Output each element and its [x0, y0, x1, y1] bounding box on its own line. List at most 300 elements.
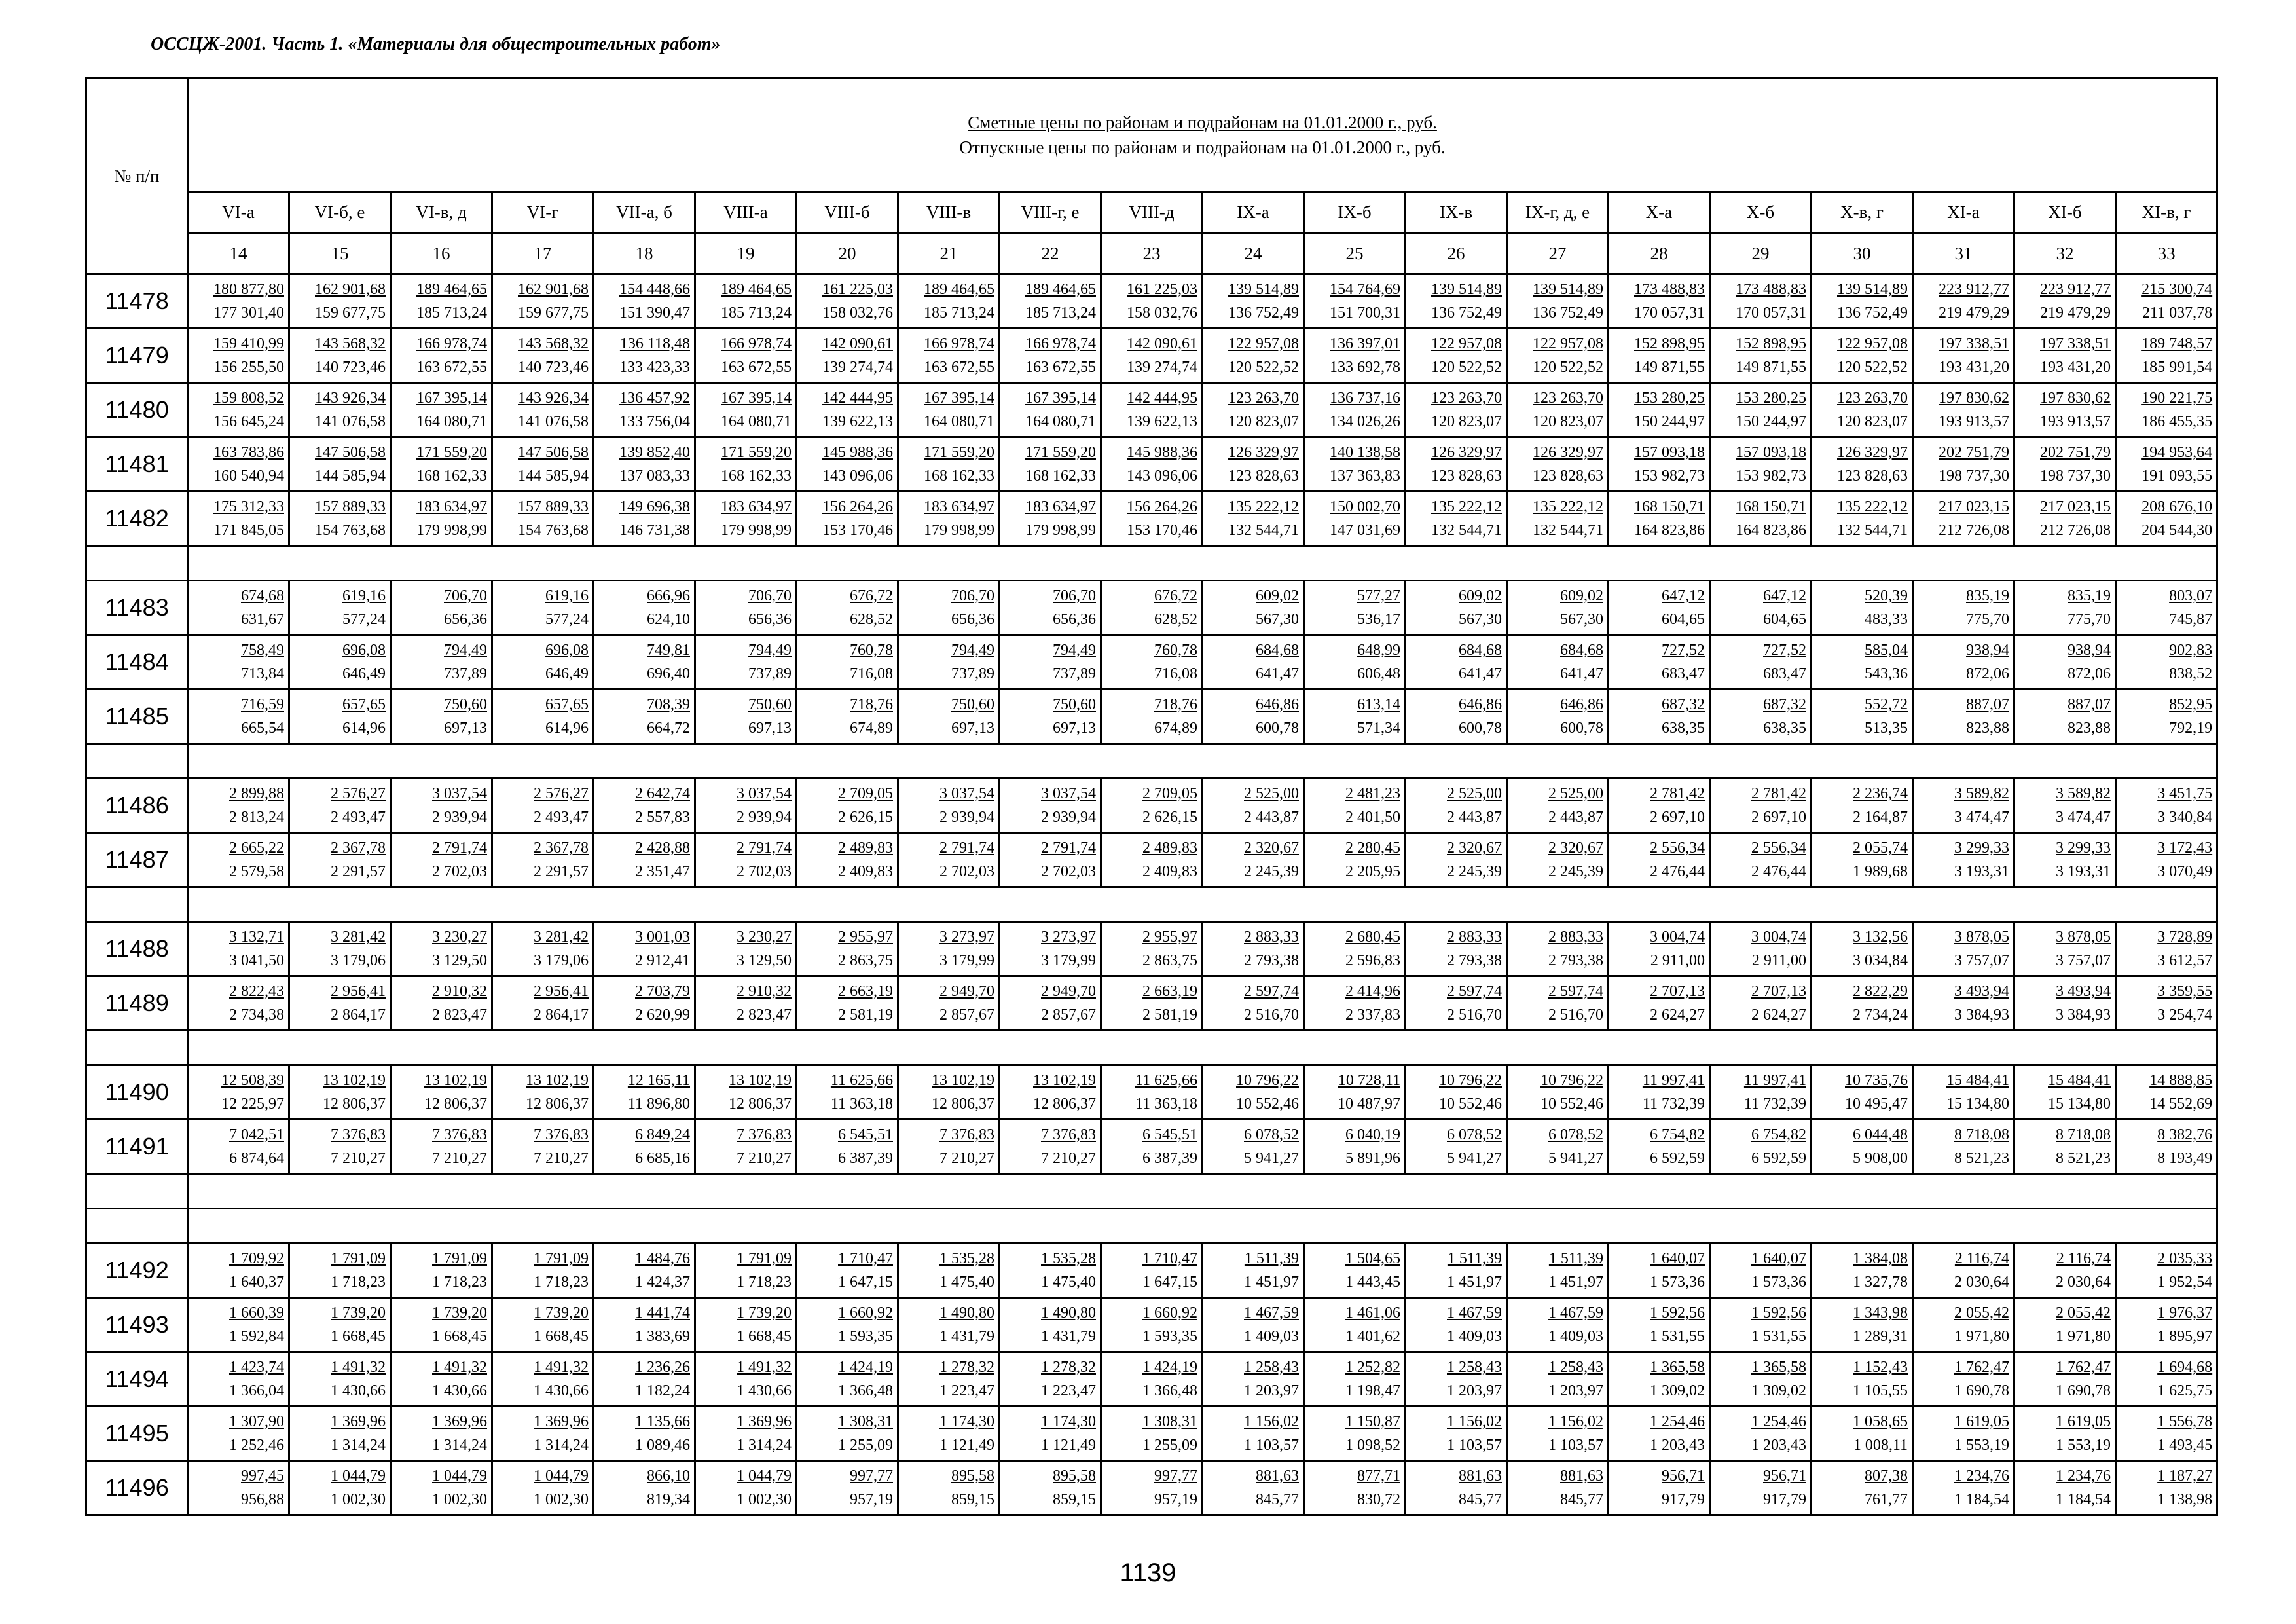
- release-price: 1 383,69: [635, 1328, 690, 1345]
- estimate-price: 13 102,19: [323, 1072, 386, 1089]
- price-cell: [2014, 1065, 2116, 1120]
- estimate-price: 1 791,09: [737, 1250, 792, 1267]
- estimate-price: 190 221,75: [2141, 390, 2213, 407]
- release-price: 5 908,00: [1853, 1150, 1908, 1167]
- estimate-price: 183 634,97: [721, 498, 792, 515]
- price-cell: [594, 833, 695, 887]
- estimate-price: 750,60: [748, 696, 792, 713]
- estimate-price: 1 258,43: [1447, 1359, 1502, 1376]
- region-column-header: VIII-а: [695, 192, 797, 233]
- release-price: 577,24: [545, 611, 589, 628]
- estimate-price: 183 634,97: [924, 498, 994, 515]
- price-cell: [188, 922, 289, 976]
- estimate-price: 902,83: [2169, 642, 2213, 659]
- price-cell: [1203, 329, 1304, 383]
- estimate-price: 1 278,32: [1041, 1359, 1096, 1376]
- release-price: 11 896,80: [627, 1096, 690, 1113]
- estimate-price: 684,68: [1459, 642, 1502, 659]
- price-cell: [1203, 1461, 1304, 1515]
- price-cell: [1304, 1461, 1406, 1515]
- release-price: 151 390,47: [619, 304, 690, 322]
- release-price: 2 030,64: [1954, 1274, 2009, 1291]
- price-cell: [1304, 1120, 1406, 1174]
- price-cell: [1812, 690, 1913, 744]
- release-price: 2 557,83: [635, 809, 690, 826]
- release-price: 153 170,46: [822, 522, 893, 539]
- estimate-price: 123 263,70: [1837, 390, 1908, 407]
- release-price: 2 291,57: [331, 863, 386, 880]
- price-cell: [1406, 1352, 1507, 1407]
- release-price: 159 677,75: [518, 304, 589, 322]
- release-price: 674,89: [850, 720, 893, 737]
- price-cell: [492, 581, 594, 635]
- release-price: 120 522,52: [1837, 359, 1908, 376]
- price-cell: [1812, 1352, 1913, 1407]
- release-price: 123 828,63: [1837, 468, 1908, 485]
- release-price: 567,30: [1560, 611, 1603, 628]
- release-price: 15 134,80: [1946, 1096, 2009, 1113]
- estimate-price: 163 783,86: [213, 444, 284, 461]
- estimate-price: 1 258,43: [1244, 1359, 1299, 1376]
- release-price: 12 806,37: [1033, 1096, 1096, 1113]
- release-price: 3 757,07: [1954, 952, 2009, 969]
- price-cell: [1304, 329, 1406, 383]
- release-price: 150 244,97: [1634, 413, 1705, 430]
- estimate-price: 3 878,05: [1954, 929, 2009, 946]
- release-price: 1 314,24: [432, 1437, 487, 1454]
- release-price: 536,17: [1357, 611, 1400, 628]
- estimate-price: 646,86: [1459, 696, 1502, 713]
- release-price: 2 863,75: [838, 952, 893, 969]
- price-cell: [492, 833, 594, 887]
- release-price: 2 516,70: [1447, 1006, 1502, 1024]
- release-price: 775,70: [1966, 611, 2009, 628]
- release-price: 139 622,13: [822, 413, 893, 430]
- price-cell: [1812, 833, 1913, 887]
- price-cell: [2014, 1244, 2116, 1298]
- release-price: 1 573,36: [1650, 1274, 1705, 1291]
- estimate-price: 1 365,58: [1751, 1359, 1806, 1376]
- release-price: 120 522,52: [1533, 359, 1603, 376]
- estimate-price: 1 156,02: [1447, 1413, 1502, 1430]
- price-cell: [2014, 1352, 2116, 1407]
- price-cell: [1000, 833, 1101, 887]
- estimate-price: 11 997,41: [1642, 1072, 1705, 1089]
- estimate-price: 156 264,26: [1127, 498, 1197, 515]
- price-cell: [1203, 833, 1304, 887]
- release-price: 10 552,46: [1236, 1096, 1299, 1113]
- estimate-price: 157 889,33: [518, 498, 589, 515]
- estimate-price: 956,71: [1662, 1467, 1705, 1485]
- release-price: 2 409,83: [838, 863, 893, 880]
- release-price: 160 540,94: [213, 468, 284, 485]
- estimate-price: 1 278,32: [939, 1359, 994, 1376]
- estimate-price: 10 728,11: [1338, 1072, 1400, 1089]
- estimate-price: 2 709,05: [1142, 785, 1197, 802]
- release-price: 1 989,68: [1853, 863, 1908, 880]
- price-cell: [1304, 1244, 1406, 1298]
- estimate-price: 3 589,82: [2056, 785, 2111, 802]
- price-cell: [391, 922, 492, 976]
- release-price: 656,36: [748, 611, 792, 628]
- release-price: 153 982,73: [1634, 468, 1705, 485]
- estimate-price: 143 926,34: [518, 390, 589, 407]
- price-cell: [1507, 922, 1609, 976]
- estimate-price: 6 078,52: [1447, 1126, 1502, 1143]
- price-cell: [898, 1120, 1000, 1174]
- release-price: 6 387,39: [1142, 1150, 1197, 1167]
- estimate-price: 1 484,76: [635, 1250, 690, 1267]
- release-price: 164 080,71: [1025, 413, 1096, 430]
- release-price: 1 138,98: [2157, 1491, 2213, 1508]
- price-cell: [289, 1298, 391, 1352]
- price-cell: [1203, 635, 1304, 690]
- release-price: 6 592,59: [1650, 1150, 1705, 1167]
- estimate-price: 684,68: [1256, 642, 1299, 659]
- estimate-price: 1 535,28: [939, 1250, 994, 1267]
- price-cell: [188, 976, 289, 1031]
- estimate-price: 162 901,68: [518, 281, 589, 298]
- price-cell: [898, 779, 1000, 833]
- price-cell: [1000, 1407, 1101, 1461]
- estimate-price: 750,60: [951, 696, 994, 713]
- release-price: 185 713,24: [721, 304, 792, 322]
- estimate-price: 189 464,65: [924, 281, 994, 298]
- price-cell: [2014, 1298, 2116, 1352]
- release-price: 1 121,49: [1041, 1437, 1096, 1454]
- price-cell: [1406, 690, 1507, 744]
- release-price: 1 409,03: [1244, 1328, 1299, 1345]
- price-cell: [1812, 437, 1913, 492]
- price-cell: [1304, 1407, 1406, 1461]
- estimate-price: 1 234,76: [1954, 1467, 2009, 1485]
- price-cell: [695, 1407, 797, 1461]
- release-price: 1 690,78: [2056, 1382, 2111, 1399]
- price-cell: [898, 690, 1000, 744]
- estimate-price: 2 680,45: [1345, 929, 1400, 946]
- estimate-price: 171 559,20: [1025, 444, 1096, 461]
- price-cell: [695, 976, 797, 1031]
- spacer-cell: [86, 1031, 188, 1065]
- estimate-price: 142 090,61: [822, 335, 893, 352]
- release-price: 2 245,39: [1447, 863, 1502, 880]
- price-cell: [2116, 1065, 2217, 1120]
- estimate-price: 1 791,09: [432, 1250, 487, 1267]
- price-cell: [1304, 383, 1406, 437]
- price-cell: [1304, 833, 1406, 887]
- price-cell: [2014, 922, 2116, 976]
- price-cell: [1406, 1065, 1507, 1120]
- price-cell: [1609, 779, 1710, 833]
- price-cell: [1913, 1120, 2014, 1174]
- estimate-price: 760,78: [1154, 642, 1197, 659]
- estimate-price: 706,70: [1053, 587, 1096, 604]
- price-cell: [1913, 274, 2014, 329]
- price-cell: [594, 1461, 695, 1515]
- price-cell: [898, 1407, 1000, 1461]
- release-price: 2 939,94: [1041, 809, 1096, 826]
- price-cell: [391, 492, 492, 546]
- price-cell: [695, 383, 797, 437]
- price-cell: [1609, 635, 1710, 690]
- estimate-price: 152 898,95: [1634, 335, 1705, 352]
- release-price: 1 184,54: [1954, 1491, 2009, 1508]
- release-price: 179 998,99: [924, 522, 994, 539]
- table-row: [86, 329, 2217, 383]
- estimate-price: 135 222,12: [1837, 498, 1908, 515]
- release-price: 2 337,83: [1345, 1006, 1400, 1024]
- estimate-price: 1 258,43: [1548, 1359, 1603, 1376]
- release-price: 683,47: [1763, 665, 1806, 682]
- estimate-price: 2 576,27: [534, 785, 589, 802]
- release-price: 656,36: [951, 611, 994, 628]
- release-price: 2 939,94: [939, 809, 994, 826]
- release-price: 845,77: [1459, 1491, 1502, 1508]
- page-header: ОССЦЖ-2001. Часть 1. «Материалы для общестроительных работ»: [151, 34, 721, 54]
- release-price: 1 531,55: [1751, 1328, 1806, 1345]
- release-price: 628,52: [1154, 611, 1197, 628]
- price-cell: [2014, 383, 2116, 437]
- estimate-price: 197 830,62: [2040, 390, 2111, 407]
- release-price: 674,89: [1154, 720, 1197, 737]
- estimate-price: 1 135,66: [635, 1413, 690, 1430]
- release-price: 2 245,39: [1548, 863, 1603, 880]
- release-price: 1 424,37: [635, 1274, 690, 1291]
- release-price: 2 823,47: [737, 1006, 792, 1024]
- estimate-price: 1 441,74: [635, 1304, 690, 1321]
- estimate-price: 1 762,47: [2056, 1359, 2111, 1376]
- release-price: 2 493,47: [534, 809, 589, 826]
- release-price: 2 734,38: [229, 1006, 284, 1024]
- estimate-price: 145 988,36: [822, 444, 893, 461]
- estimate-price: 794,49: [444, 642, 487, 659]
- release-price: 123 828,63: [1431, 468, 1502, 485]
- release-price: 697,13: [748, 720, 792, 737]
- release-price: 638,35: [1763, 720, 1806, 737]
- estimate-price: 126 329,97: [1837, 444, 1908, 461]
- price-cell: [1710, 383, 1812, 437]
- estimate-price: 8 718,08: [1954, 1126, 2009, 1143]
- release-price: 2 702,03: [939, 863, 994, 880]
- estimate-price: 183 634,97: [416, 498, 487, 515]
- price-cell: [1812, 329, 1913, 383]
- estimate-price: 180 877,80: [213, 281, 284, 298]
- estimate-price: 15 484,41: [1946, 1072, 2009, 1089]
- price-cell: [695, 1461, 797, 1515]
- release-price: 638,35: [1662, 720, 1705, 737]
- release-price: 168 162,33: [1025, 468, 1096, 485]
- release-price: 177 301,40: [213, 304, 284, 322]
- price-cell: [1000, 274, 1101, 329]
- price-cell: [1203, 1120, 1304, 1174]
- price-cell: [1507, 581, 1609, 635]
- price-cell: [2014, 581, 2116, 635]
- estimate-price: 1 044,79: [331, 1467, 386, 1485]
- estimate-price: 2 525,00: [1447, 785, 1502, 802]
- estimate-price: 3 299,33: [2056, 840, 2111, 857]
- price-cell: [289, 779, 391, 833]
- estimate-price: 718,76: [850, 696, 893, 713]
- price-cell: [289, 635, 391, 690]
- price-cell: [1000, 329, 1101, 383]
- price-cell: [797, 976, 898, 1031]
- estimate-price: 136 457,92: [619, 390, 690, 407]
- estimate-price: 6 754,82: [1751, 1126, 1806, 1143]
- release-price: 2 351,47: [635, 863, 690, 880]
- price-cell: [2014, 1461, 2116, 1515]
- estimate-price: 8 718,08: [2056, 1126, 2111, 1143]
- estimate-price: 727,52: [1662, 642, 1705, 659]
- release-price: 1 002,30: [432, 1491, 487, 1508]
- spacer-cell: [86, 546, 188, 581]
- estimate-price: 676,72: [1154, 587, 1197, 604]
- estimate-price: 2 320,67: [1548, 840, 1603, 857]
- release-price: 2 857,67: [939, 1006, 994, 1024]
- release-price: 185 713,24: [924, 304, 994, 322]
- estimate-price: 123 263,70: [1533, 390, 1603, 407]
- price-cell: [1507, 1461, 1609, 1515]
- price-cell: [1507, 437, 1609, 492]
- estimate-price: 2 883,33: [1447, 929, 1502, 946]
- spacer-cell: [86, 887, 188, 922]
- release-price: 120 823,07: [1228, 413, 1299, 430]
- release-price: 2 476,44: [1650, 863, 1705, 880]
- release-price: 156 255,50: [213, 359, 284, 376]
- price-cell: [1304, 1298, 1406, 1352]
- release-price: 149 871,55: [1634, 359, 1705, 376]
- release-price: 571,34: [1357, 720, 1400, 737]
- price-cell: [695, 1298, 797, 1352]
- release-price: 1 475,40: [1041, 1274, 1096, 1291]
- price-cell: [1812, 1120, 1913, 1174]
- estimate-price: 2 556,34: [1650, 840, 1705, 857]
- release-price: 656,36: [1053, 611, 1096, 628]
- price-cell: [1710, 437, 1812, 492]
- release-price: 3 340,84: [2157, 809, 2213, 826]
- estimate-price: 2 481,23: [1345, 785, 1400, 802]
- estimate-price: 2 910,32: [737, 983, 792, 1000]
- table-row: [86, 1298, 2217, 1352]
- price-cell: [594, 976, 695, 1031]
- release-price: 11 363,18: [830, 1096, 893, 1113]
- price-cell: [1304, 1352, 1406, 1407]
- estimate-price: 3 451,75: [2157, 785, 2213, 802]
- estimate-price: 938,94: [2068, 642, 2111, 659]
- price-cell: [492, 1407, 594, 1461]
- estimate-price: 161 225,03: [1127, 281, 1197, 298]
- column-number: 17: [492, 233, 594, 274]
- estimate-price: 1 058,65: [1853, 1413, 1908, 1430]
- estimate-price: 2 055,42: [1954, 1304, 2009, 1321]
- price-cell: [1000, 581, 1101, 635]
- release-price: 163 672,55: [416, 359, 487, 376]
- price-cell: [1203, 1244, 1304, 1298]
- release-price: 120 522,52: [1228, 359, 1299, 376]
- release-price: 3 384,93: [1954, 1006, 2009, 1024]
- row-id: 11478: [86, 274, 188, 329]
- price-cell: [391, 779, 492, 833]
- release-price: 198 737,30: [2040, 468, 2111, 485]
- release-price: 2 702,03: [737, 863, 792, 880]
- estimate-price: 122 957,08: [1228, 335, 1299, 352]
- spacer-cell: [86, 1209, 188, 1244]
- estimate-price: 1 044,79: [432, 1467, 487, 1485]
- estimate-price: 8 382,76: [2157, 1126, 2213, 1143]
- estimate-price: 136 397,01: [1330, 335, 1400, 352]
- release-price: 1 895,97: [2157, 1328, 2213, 1345]
- price-cell: [1812, 922, 1913, 976]
- row-id: 11496: [86, 1461, 188, 1515]
- estimate-price: 1 187,27: [2157, 1467, 2213, 1485]
- estimate-price: 2 597,74: [1244, 983, 1299, 1000]
- release-price: 1 409,03: [1548, 1328, 1603, 1345]
- estimate-price: 895,58: [951, 1467, 994, 1485]
- estimate-price: 10 796,22: [1439, 1072, 1502, 1089]
- release-price: 513,35: [1865, 720, 1908, 737]
- estimate-price: 126 329,97: [1533, 444, 1603, 461]
- price-cell: [1000, 1298, 1101, 1352]
- estimate-price: 12 165,11: [627, 1072, 690, 1089]
- release-price: 1 718,23: [331, 1274, 386, 1291]
- price-cell: [1101, 1407, 1203, 1461]
- price-cell: [695, 1244, 797, 1298]
- region-column-header: VIII-г, е: [1000, 192, 1101, 233]
- estimate-price: 1 308,31: [838, 1413, 893, 1430]
- price-cell: [1000, 1120, 1101, 1174]
- estimate-price: 7 042,51: [229, 1126, 284, 1143]
- estimate-price: 2 642,74: [635, 785, 690, 802]
- estimate-price: 687,32: [1662, 696, 1705, 713]
- estimate-price: 173 488,83: [1736, 281, 1806, 298]
- release-price: 646,49: [342, 665, 386, 682]
- estimate-price: 852,95: [2169, 696, 2213, 713]
- release-price: 132 544,71: [1431, 522, 1502, 539]
- release-price: 1 314,24: [534, 1437, 589, 1454]
- estimate-price: 1 592,56: [1751, 1304, 1806, 1321]
- release-price: 664,72: [647, 720, 690, 737]
- release-price: 792,19: [2169, 720, 2213, 737]
- price-cell: [289, 976, 391, 1031]
- price-cell: [594, 1298, 695, 1352]
- estimate-price: 2 703,79: [635, 983, 690, 1000]
- page-number: 1139: [1120, 1559, 1176, 1587]
- price-cell: [1203, 1298, 1304, 1352]
- price-cell: [898, 1298, 1000, 1352]
- estimate-price: 696,08: [545, 642, 589, 659]
- price-cell: [1406, 922, 1507, 976]
- price-cell: [492, 635, 594, 690]
- price-cell: [1406, 976, 1507, 1031]
- estimate-price: 1 710,47: [838, 1250, 893, 1267]
- estimate-price: 194 953,64: [2141, 444, 2213, 461]
- release-price: 136 752,49: [1228, 304, 1299, 322]
- row-id: 11491: [86, 1120, 188, 1174]
- release-price: 697,13: [1053, 720, 1096, 737]
- release-price: 631,67: [241, 611, 284, 628]
- price-cell: [695, 1120, 797, 1174]
- release-price: 656,36: [444, 611, 487, 628]
- release-price: 2 030,64: [2056, 1274, 2111, 1291]
- release-price: 179 998,99: [416, 522, 487, 539]
- column-number: 15: [289, 233, 391, 274]
- estimate-price: 1 236,26: [635, 1359, 690, 1376]
- column-number: 21: [898, 233, 1000, 274]
- release-price: 198 737,30: [1939, 468, 2009, 485]
- release-price: 1 103,57: [1548, 1437, 1603, 1454]
- price-cell: [1101, 383, 1203, 437]
- estimate-price: 171 559,20: [416, 444, 487, 461]
- price-cell: [797, 1120, 898, 1174]
